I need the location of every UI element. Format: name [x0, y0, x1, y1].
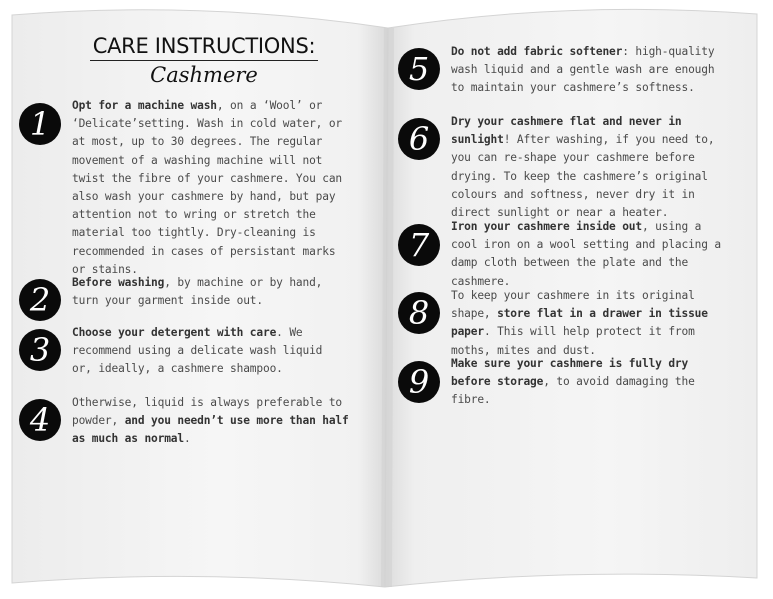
step-number-badge: 3: [19, 329, 61, 371]
step-number-badge: 7: [398, 224, 440, 266]
step-bold-text: Iron your cashmere inside out: [451, 220, 642, 233]
step-rest-text: , by machine or by hand, turn your garment inside out.: [72, 276, 323, 308]
step-text: [72, 324, 328, 379]
step-text: [72, 394, 354, 449]
step-text: [451, 43, 723, 98]
step-bold-text: Make sure your cashmere is fully dry before storage: [451, 357, 689, 389]
step-number-badge: 2: [19, 279, 61, 321]
step-bold-text: store flat in a drawer in tissue paper: [451, 307, 708, 339]
step-number-badge: 1: [19, 103, 61, 145]
page-subtitle: Cashmere: [150, 63, 258, 87]
step-number-badge: 5: [398, 48, 440, 90]
step-number-badge: 8: [398, 292, 440, 334]
step-bold-text: Opt for a machine wash: [72, 99, 217, 112]
step-bold-text: Dry your cashmere flat and never in sunlight: [451, 115, 682, 147]
step-text: [451, 218, 727, 291]
step-bold-text: Choose your detergent with care: [72, 326, 277, 339]
step-text: [451, 113, 727, 222]
step-rest-text: . We recommend using a delicate wash liquid or, ideally, a cashmere shampoo.: [72, 326, 323, 376]
step-bold-text: Before washing: [72, 276, 165, 289]
step-rest-text: : high-quality wash liquid and a gentle wash are enough to maintain your cashmere’s softness.: [451, 45, 715, 95]
step-text: [451, 287, 733, 360]
step-rest-text: . This will help protect it from moths, mites and dust.: [451, 325, 695, 357]
step-pre-text: Otherwise, liquid is always preferable to powder,: [72, 396, 343, 428]
step-text: [451, 355, 721, 410]
step-bold-text: and you needn’t use more than half as much as normal: [72, 414, 349, 446]
step-bold-text: Do not add fabric softener: [451, 45, 623, 58]
step-number-badge: 6: [398, 118, 440, 160]
title-block: [88, 32, 320, 89]
step-text: [72, 97, 354, 279]
step-text: [72, 274, 342, 310]
step-rest-text: ! After washing, if you need to, you can re-shape your cashmere before drying. To keep the cashmere’s original colours and softness, never dry it in direct sunlight or near a heater.: [451, 133, 715, 220]
step-rest-text: .: [183, 432, 191, 446]
step-rest-text: , to avoid damaging the fibre.: [451, 375, 695, 407]
step-number-badge: 9: [398, 361, 440, 403]
step-number-badge: 4: [19, 399, 61, 441]
step-pre-text: To keep your cashmere in its original shape,: [451, 289, 695, 321]
step-rest-text: , on a ‘Wool’ or ‘Delicate’setting. Wash in cold water, or at most, up to 30 degrees. The regular movement of a washing machine will not twist the fibre of your cashmere. You can also wash your cashmere by hand, but pay attention not to wring or stretch the material too tightly. Dry-cleaning is recommended in cases of persistant marks or stains.: [72, 99, 343, 276]
step-rest-text: , using a cool iron on a wool setting and placing a damp cloth between the plate and the cashmere.: [451, 220, 722, 288]
page-title: CARE INSTRUCTIONS:: [90, 32, 319, 61]
